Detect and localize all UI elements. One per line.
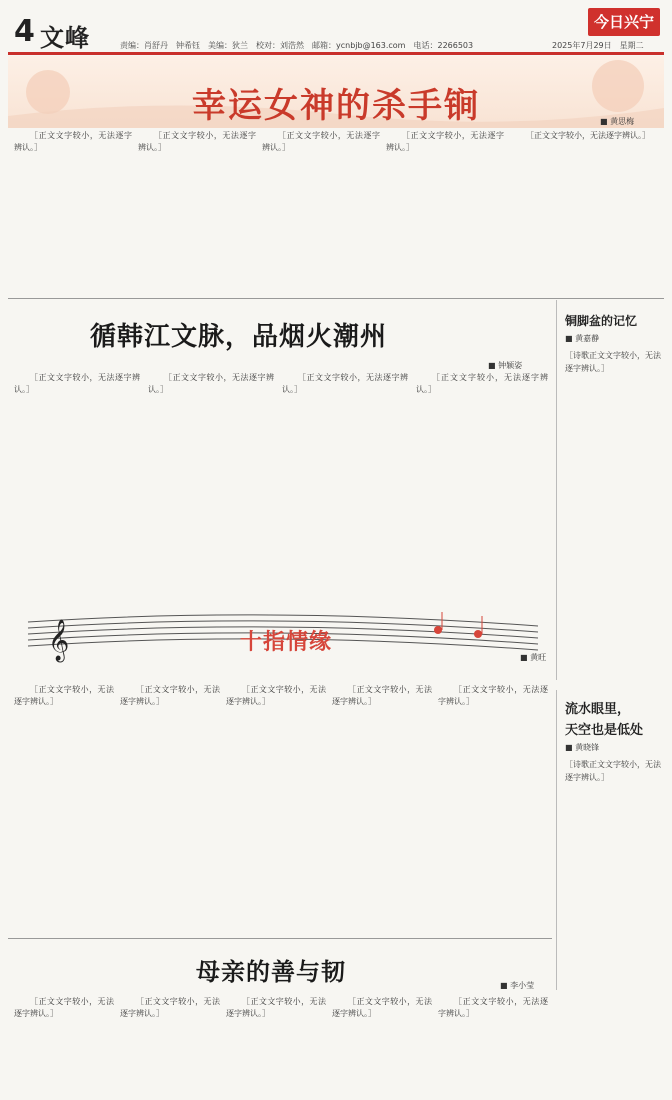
article1-column bbox=[386, 130, 504, 295]
article2-column bbox=[416, 372, 548, 592]
header-rule bbox=[8, 52, 664, 55]
paragraph: ［正文文字较小，无法逐字辨认。］ bbox=[332, 685, 432, 706]
article4-column bbox=[14, 996, 114, 1094]
issue-date: 2025年7月29日 星期二 bbox=[552, 41, 644, 50]
poem2-title-line1: 流水眼里， bbox=[565, 702, 631, 717]
article1-column bbox=[138, 130, 256, 295]
section-title: 文峰 bbox=[40, 24, 90, 52]
editor-meta: 责编：肖舒丹 钟希钰 美编：狄兰 校对：刘浩然 邮箱：ycnbjb@163.com 电话：2266503 bbox=[120, 41, 474, 50]
poem1-text: ［诗歌正文文字较小，无法逐字辨认。］ bbox=[565, 351, 661, 373]
article4-byline: ■ 李小莹 bbox=[500, 981, 535, 990]
poem1-sidebar bbox=[556, 300, 665, 680]
paragraph: ［正文文字较小，无法逐字辨认。］ bbox=[226, 685, 326, 706]
article3-byline: ■ 黄旺 bbox=[520, 653, 547, 662]
paragraph: ［正文文字较小，无法逐字辨认。］ bbox=[332, 997, 432, 1018]
article1-byline: ■ 黄思梅 bbox=[600, 117, 635, 126]
article4-column bbox=[120, 996, 220, 1094]
article2-column bbox=[148, 372, 274, 592]
paragraph: ［正文文字较小，无法逐字辨认。］ bbox=[526, 131, 650, 140]
paragraph: ［正文文字较小，无法逐字辨认。］ bbox=[416, 373, 548, 394]
article4-title: 母亲的善与韧 bbox=[196, 958, 346, 986]
paragraph: ［正文文字较小，无法逐字辨认。］ bbox=[120, 685, 220, 706]
paragraph: ［正文文字较小，无法逐字辨认。］ bbox=[226, 997, 326, 1018]
article1-column bbox=[262, 130, 380, 295]
poem2-sidebar bbox=[556, 690, 665, 990]
article1-column bbox=[14, 130, 132, 295]
poem1-title: 铜脚盆的记忆 bbox=[565, 314, 638, 328]
paragraph: ［正文文字较小，无法逐字辨认。］ bbox=[14, 685, 114, 706]
poem2-title-line2: 天空也是低处 bbox=[565, 723, 644, 738]
paragraph: ［正文文字较小，无法逐字辨认。］ bbox=[120, 997, 220, 1018]
article4-column bbox=[226, 996, 326, 1094]
divider bbox=[8, 298, 664, 299]
article1-title: 幸运女神的杀手锏 bbox=[192, 86, 480, 126]
treble-clef-icon: 𝄞 bbox=[48, 620, 70, 661]
article2-column bbox=[14, 372, 140, 592]
poem2-author: ■ 黄晓锋 bbox=[565, 743, 600, 752]
article4-column bbox=[332, 996, 432, 1094]
poem1-author: ■ 黄嘉静 bbox=[565, 334, 600, 343]
article3-column bbox=[120, 684, 220, 932]
paragraph: ［正文文字较小，无法逐字辨认。］ bbox=[14, 997, 114, 1018]
paragraph: ［正文文字较小，无法逐字辨认。］ bbox=[386, 131, 504, 152]
article3-column bbox=[14, 684, 114, 932]
article3-column bbox=[226, 684, 326, 932]
paragraph: ［正文文字较小，无法逐字辨认。］ bbox=[282, 373, 408, 394]
article4-column bbox=[438, 996, 548, 1094]
poem2-text: ［诗歌正文文字较小，无法逐字辨认。］ bbox=[565, 760, 661, 782]
article2-column bbox=[282, 372, 408, 592]
article2-byline: ■ 钟颖姿 bbox=[488, 361, 523, 370]
article1-column bbox=[510, 130, 658, 295]
paragraph: ［正文文字较小，无法逐字辨认。］ bbox=[438, 685, 548, 706]
paragraph: ［正文文字较小，无法逐字辨认。］ bbox=[262, 131, 380, 152]
paragraph: ［正文文字较小，无法逐字辨认。］ bbox=[138, 131, 256, 152]
newspaper-logo: 今日兴宁 bbox=[588, 8, 660, 36]
article3-title: 十指情缘 bbox=[240, 630, 333, 655]
paragraph: ［正文文字较小，无法逐字辨认。］ bbox=[438, 997, 548, 1018]
paragraph: ［正文文字较小，无法逐字辨认。］ bbox=[148, 373, 274, 394]
divider bbox=[8, 938, 552, 939]
article3-column bbox=[332, 684, 432, 932]
paragraph: ［正文文字较小，无法逐字辨认。］ bbox=[14, 373, 140, 394]
paragraph: ［正文文字较小，无法逐字辨认。］ bbox=[14, 131, 132, 152]
article3-column bbox=[438, 684, 548, 932]
article2-title: 循韩江文脉，品烟火潮州 bbox=[90, 322, 388, 352]
page-number: 4 bbox=[14, 14, 35, 49]
